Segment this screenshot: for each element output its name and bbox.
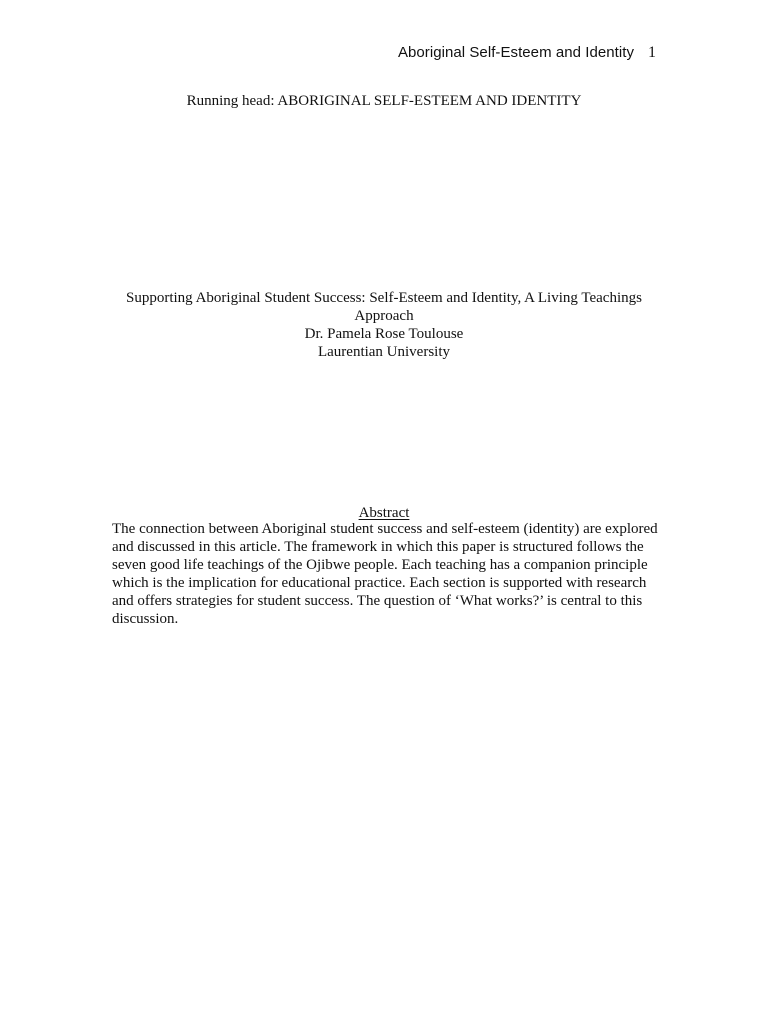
header-title: Aboriginal Self-Esteem and Identity xyxy=(397,44,634,61)
abstract-heading: Abstract xyxy=(358,505,410,521)
paper-title-line-1: Supporting Aboriginal Student Success: Self-Esteem and Identity, A Living Teachings xyxy=(126,290,642,306)
page-number: 1 xyxy=(648,44,656,61)
running-head: Running head: ABORIGINAL SELF-ESTEEM AND IDENTITY xyxy=(186,93,582,109)
author-affiliation: Laurentian University xyxy=(317,344,451,360)
paper-title-line-2: Approach xyxy=(354,308,414,324)
abstract-body: The connection between Aboriginal student success and self-esteem (identity) are explored and discussed in this article. The framework in which this paper is structured follows the seven good life teachings of the Ojibwe people. Each teaching has a companion principle which is the implication for educational practice. Each section is supported with research and offers strategies for student success. The question of ‘What works?’ is central to this discussion. xyxy=(112,521,658,627)
page-header xyxy=(398,44,656,62)
title-block xyxy=(112,289,656,361)
author-name: Dr. Pamela Rose Toulouse xyxy=(304,326,464,342)
